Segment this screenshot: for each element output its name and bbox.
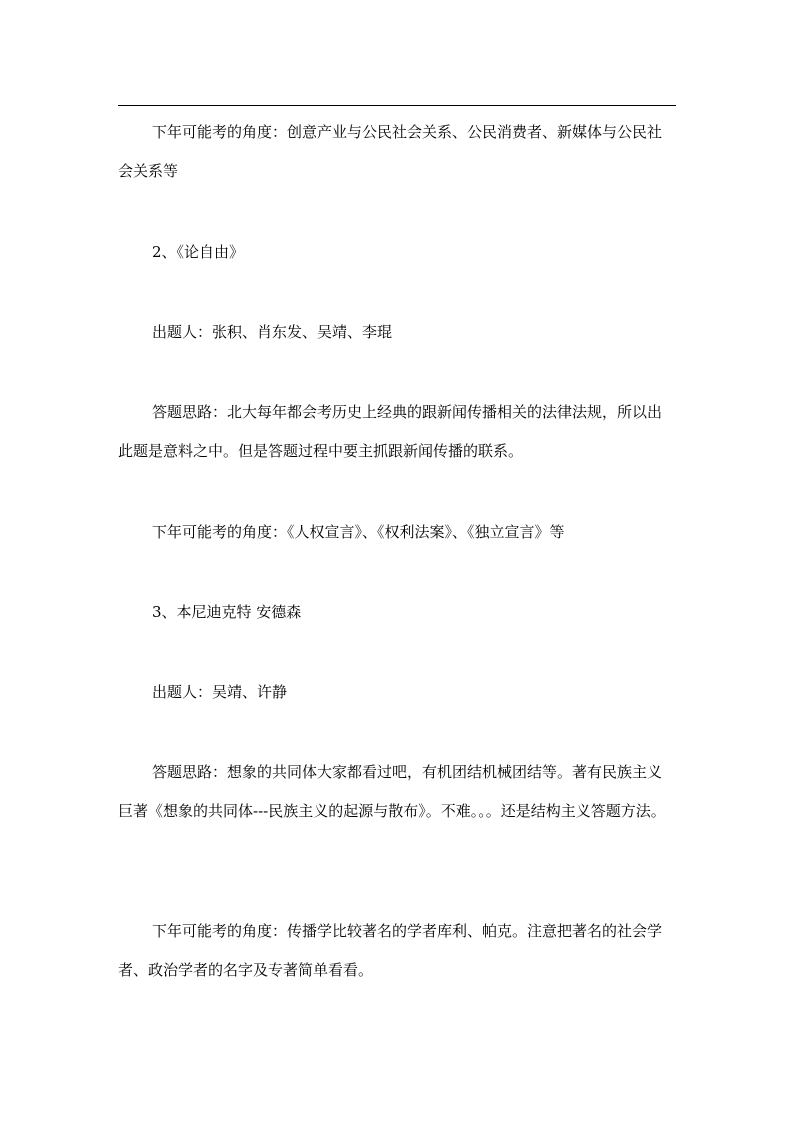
paragraph-examiners-3: 出题人：吴靖、许静 <box>152 683 288 701</box>
paragraph-likely-angles-1: 下年可能考的角度：创意产业与公民社会关系、公民消费者、新媒体与公民社会关系等 <box>118 123 663 180</box>
heading-item-3: 3、本尼迪克特 安德森 <box>152 603 302 621</box>
paragraph-likely-angles-2: 下年可能考的角度：《人权宣言》、《权利法案》、《独立宣言》等 <box>152 523 565 541</box>
paragraph-examiners-2: 出题人：张积、肖东发、吴靖、李琨 <box>152 323 393 341</box>
paragraph-likely-angles-3: 下年可能考的角度：传播学比较著名的学者库利、帕克。注意把著名的社会学者、政治学者的名字及专著简单看看。 <box>118 922 663 979</box>
header-rule <box>118 105 676 106</box>
paragraph-answer-approach-3: 答题思路：想象的共同体大家都看过吧，有机团结机械团结等。著有民族主义巨著《想象的共同体---民族主义的起源与散布》。不难。。。还是结构主义答题方法。 <box>118 763 666 820</box>
heading-item-2: 2、《论自由》 <box>152 243 245 261</box>
paragraph-answer-approach-2: 答题思路：北大每年都会考历史上经典的跟新闻传播相关的法律法规，所以出此题是意料之中。但是答题过程中要主抓跟新闻传播的联系。 <box>118 403 663 460</box>
